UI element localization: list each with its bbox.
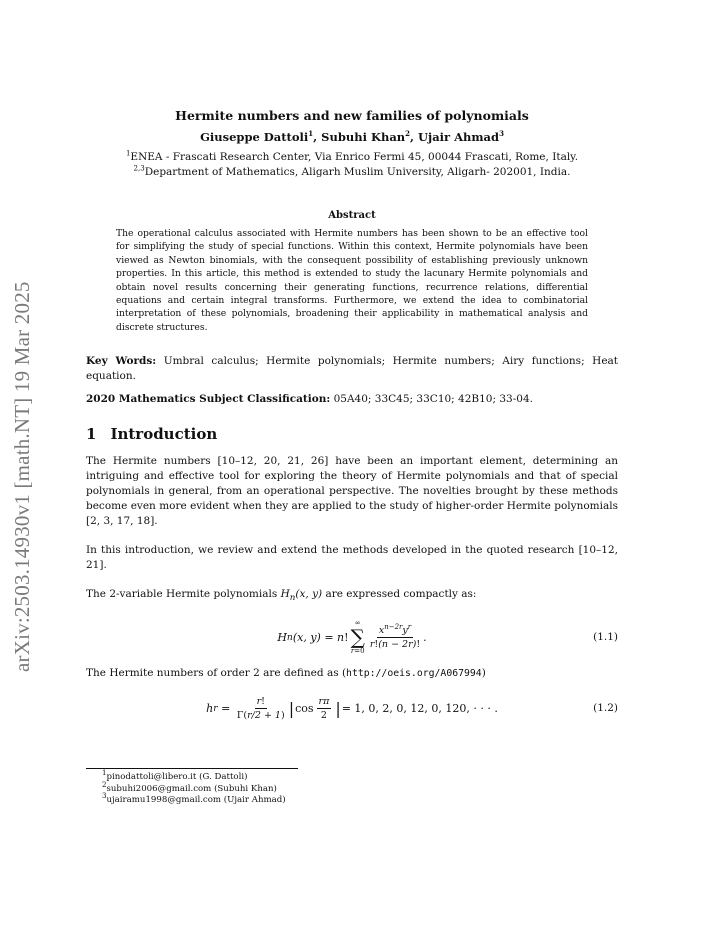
author-mark: 1	[308, 129, 314, 139]
fraction: $\frac{x^{n-2r}y^r}{r!(n - 2r)!}$	[369, 622, 421, 650]
affiliation-text: ENEA - Frascati Research Center, Via Enrico Fermi 45, 00044 Frascati, Rome, Italy.	[130, 151, 579, 163]
hermite-number-values: = 1, 0, 2, 0, 12, 0, 120, · · · .	[341, 701, 498, 715]
hermite-number-formula: h r = $\frac{r!}{\Gamma(r/2 + 1)}$ | cos $\frac{r\pi}{2}$ | = 1, 0, 2, 0, 12, 0, 120, · · · .	[206, 695, 498, 721]
paragraph: The Hermite numbers [10–12, 20, 21, 26] have been an important element, determining an intriguing and effective tool for exploring the theory of Hermite polynomials and that of special polynomials in general, from an operational perspective. The novelties brought by these methods become even more evident when they are applied to the study of higher-order Hermite polynomials [2, 3, 17, 18].	[86, 455, 618, 528]
section-heading	[86, 425, 618, 443]
section-number: 1	[86, 425, 97, 444]
keywords	[86, 354, 618, 384]
fraction: $\frac{r!}{\Gamma(r/2 + 1)}$	[236, 695, 285, 721]
affiliation-text: Department of Mathematics, Aligarh Muslim University, Aligarh- 202001, India.	[144, 166, 571, 178]
arxiv-identifier-stamp: arXiv:2503.14930v1 [math.NT] 19 Mar 2025	[10, 281, 34, 672]
affiliation-mark: 1	[125, 149, 131, 158]
footnotes	[86, 765, 618, 807]
keywords-label: Key Words:	[86, 355, 157, 368]
author-name: Subuhi Khan	[321, 130, 406, 144]
abstract-text: The operational calculus associated with Hermite numbers has been shown to be an effective tool for simplifying the study of special functions. Within this context, Hermite polynomials have been viewed as Newton binomials, with the consequent possibility of establishing previously unknown properties. In this article, this method is extended to study the lacunary Hermite polynomials and obtain novel results concerning their generating functions, recurrence relations, differential equations and certain integral transforms. Furthermore, we extend the idea to combinatorial interpretation of these polynomials, broadening their applicability in mathematical analysis and discrete structures.	[116, 228, 588, 333]
author-name: Giuseppe Dattoli	[200, 130, 309, 144]
equation-number: (1.2)	[593, 702, 618, 715]
hermite-polynomial-formula: H n (x, y) = n ! ∞ ∑ r=0 $\frac{x^{n-2r}y^r}{r!(n - 2r)!}$ .	[277, 619, 427, 656]
msc-label: 2020 Mathematics Subject Classification:	[86, 393, 331, 406]
paragraph: In this introduction, we review and extend the methods developed in the quoted research [10–12, 21].	[86, 544, 618, 572]
footnote: $^3$ujairamu1998@gmail.com (Ujair Ahmad)	[102, 792, 286, 805]
paper-content	[86, 108, 618, 731]
footnote-rule	[86, 768, 298, 769]
footnote: $^2$subuhi2006@gmail.com (Subuhi Khan)	[102, 780, 277, 794]
oeis-link[interactable]: http://oeis.org/A067994	[346, 668, 482, 680]
summation-symbol: ∞ ∑ r=0	[350, 619, 365, 656]
affiliations	[86, 150, 618, 180]
author-mark: 3	[499, 129, 504, 139]
paper-title: Hermite numbers and new families of polynomials	[175, 108, 529, 123]
author-list: Giuseppe Dattoli$^1$, Subuhi Khan$^2$, Ujair Ahmad$^3$	[200, 129, 504, 144]
affiliation-mark: 2,3	[133, 164, 145, 173]
paragraph: The 2-variable Hermite polynomials $H_n(x$, y) are expressed compactly as:	[86, 588, 477, 604]
equation-1-2	[86, 685, 618, 731]
footnote: $^1$pinodattoli@libero.it (G. Dattoli)	[102, 769, 248, 782]
inline-math: $H_n(x$, y)	[280, 588, 323, 604]
paragraph: The Hermite numbers of order 2 are defined as (http://oeis.org/A067994)	[86, 667, 486, 680]
msc-classification	[86, 392, 618, 407]
section-title: Introduction	[110, 425, 218, 444]
author-mark: 2	[405, 129, 411, 139]
fraction: $\frac{r\pi}{2}$	[318, 695, 330, 721]
msc-text: 05A40; 33C45; 33C10; 42B10; 33-04.	[333, 393, 533, 406]
affiliation-line	[86, 150, 618, 165]
author-name: Ujair Ahmad	[418, 130, 500, 144]
equation-number: (1.1)	[593, 631, 618, 644]
keywords-text: Umbral calculus; Hermite polynomials; Hermite numbers; Airy functions; Heat equation.	[86, 355, 619, 383]
abstract-heading: Abstract	[328, 210, 376, 221]
affiliation-line	[86, 165, 618, 180]
equation-1-1	[86, 614, 618, 660]
